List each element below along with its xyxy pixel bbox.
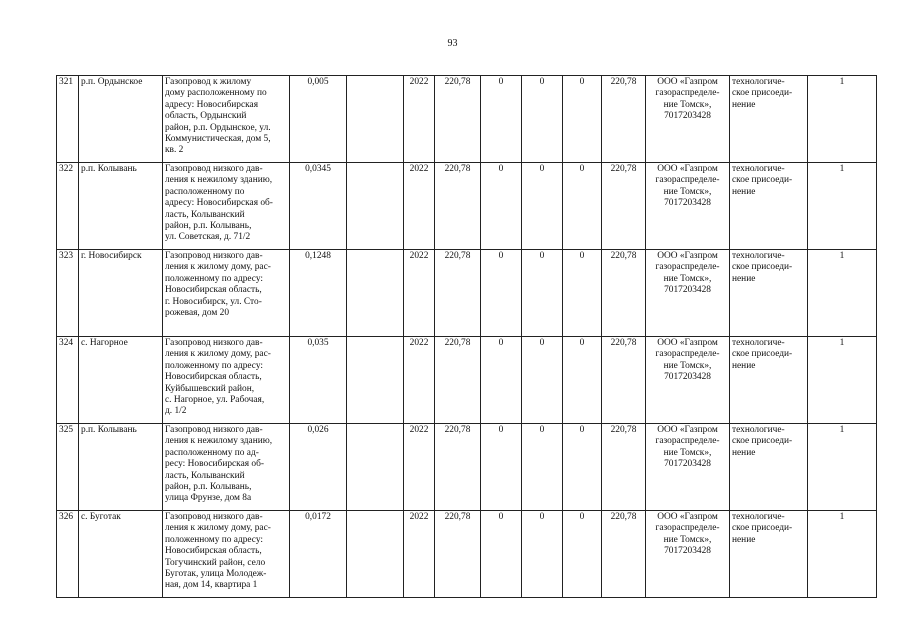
purpose-line: ское присоеди- [732,436,793,447]
empty-cell [347,76,404,163]
value-cell: 0 [522,163,563,250]
owner-line: ние Томск», [663,360,712,371]
row-number-cell: 323 [57,250,79,337]
page-number: 93 [447,38,458,49]
owner-line: 7017203428 [664,111,711,122]
description-line: ресу: Новосибирская об- [165,459,264,470]
description-line: Газопровод низкого дав- [165,164,263,174]
owner-line: газораспределе- [655,436,720,447]
purpose-cell [730,337,808,424]
description-line: Коммунистическая, дом 5, [165,134,271,145]
purpose-line: нение [732,447,756,458]
count-cell: 1 [808,76,877,163]
description-line: район, р.п. Колывань, [165,482,252,493]
year-cell: 2022 [404,511,435,598]
value-cell: 220,78 [602,424,646,511]
description-line: ления к нежилому зданию, [165,436,273,447]
table-body [57,76,877,598]
length-cell: 0,0172 [290,511,347,598]
length-cell: 0,0345 [290,163,347,250]
year-cell: 2022 [404,76,435,163]
year-cell: 2022 [404,163,435,250]
purpose-line: ское присоеди- [732,88,793,99]
value-cell: 220,78 [602,76,646,163]
register-table [56,75,877,598]
purpose-cell [730,76,808,163]
purpose-cell [730,163,808,250]
value-cell: 0 [563,424,602,511]
description-line: с. Нагорное, ул. Рабочая, [165,395,265,406]
locality-cell: г. Новосибирск [79,250,163,337]
description-line: расположенному по [165,186,245,197]
count-cell: 1 [808,511,877,598]
value-cell: 0 [563,337,602,424]
description-cell [163,337,290,424]
year-cell: 2022 [404,424,435,511]
value-cell: 0 [522,511,563,598]
purpose-line: технологиче- [732,512,785,522]
count-cell: 1 [808,163,877,250]
table-row [57,163,877,250]
value-cell: 0 [563,511,602,598]
value-cell: 220,78 [435,76,481,163]
row-number-cell: 324 [57,337,79,424]
count-cell: 1 [808,250,877,337]
value-cell: 220,78 [435,163,481,250]
owner-line: ние Томск», [663,447,712,458]
purpose-line: технологиче- [732,77,785,87]
owner-cell [646,163,730,250]
empty-cell [347,163,404,250]
description-line: Новосибирская область, [165,546,262,557]
description-line: Новосибирская область, [165,372,262,383]
description-line: район, р.п. Ордынское, ул. [165,122,271,133]
description-line: д. 1/2 [165,406,187,417]
owner-line: ООО «Газпром [657,77,718,87]
purpose-line: технологиче- [732,251,785,261]
owner-line: 7017203428 [664,285,711,296]
value-cell: 0 [481,424,522,511]
owner-cell [646,337,730,424]
description-line: положенному по адресу: [165,360,264,371]
value-cell: 0 [563,250,602,337]
description-line: ул. Советская, д. 71/2 [165,232,251,243]
year-cell: 2022 [404,337,435,424]
value-cell: 220,78 [435,337,481,424]
owner-cell [646,511,730,598]
purpose-cell [730,250,808,337]
length-cell: 0,026 [290,424,347,511]
purpose-line: ское присоеди- [732,262,793,273]
empty-cell [347,337,404,424]
description-line: Куйбышевский район, [165,383,255,394]
description-cell [163,511,290,598]
owner-line: газораспределе- [655,523,720,534]
description-line: Буготак, улица Молодеж- [165,569,267,580]
count-cell: 1 [808,337,877,424]
description-line: район, р.п. Колывань, [165,221,252,232]
length-cell: 0,035 [290,337,347,424]
description-line: ласть, Колыванский [165,209,245,220]
count-cell: 1 [808,424,877,511]
description-line: ления к жилому дому, рас- [165,523,271,534]
description-line: Новосибирская область, [165,285,262,296]
owner-cell [646,76,730,163]
length-cell: 0,005 [290,76,347,163]
description-line: ласть, Колыванский [165,470,245,481]
owner-cell [646,250,730,337]
description-line: расположенному по ад- [165,447,259,458]
value-cell: 0 [481,76,522,163]
value-cell: 0 [522,337,563,424]
purpose-line: нение [732,99,756,110]
description-line: Тогучинский район, село [165,557,266,568]
row-number-cell: 325 [57,424,79,511]
owner-line: ООО «Газпром [657,425,718,435]
value-cell: 0 [481,163,522,250]
purpose-cell [730,424,808,511]
description-line: положенному по адресу: [165,534,264,545]
owner-line: ООО «Газпром [657,338,718,348]
table-row [57,250,877,337]
purpose-line: нение [732,360,756,371]
description-line: положенному по адресу: [165,273,264,284]
value-cell: 0 [522,424,563,511]
owner-line: газораспределе- [655,349,720,360]
owner-line: ООО «Газпром [657,512,718,522]
description-line: Газопровод к жилому [165,77,252,87]
value-cell: 0 [481,337,522,424]
description-cell [163,250,290,337]
owner-line: ООО «Газпром [657,251,718,261]
purpose-line: технологиче- [732,338,785,348]
description-line: ления к жилому дому, рас- [165,262,271,273]
description-line: область, Ордынский [165,111,247,122]
year-cell: 2022 [404,250,435,337]
locality-cell: р.п. Колывань [79,424,163,511]
owner-line: ООО «Газпром [657,164,718,174]
owner-line: газораспределе- [655,175,720,186]
description-line: рожевая, дом 20 [165,308,230,319]
purpose-line: нение [732,273,756,284]
row-number-cell: 326 [57,511,79,598]
purpose-line: ское присоеди- [732,175,793,186]
locality-cell: р.п. Колывань [79,163,163,250]
owner-line: 7017203428 [664,372,711,383]
value-cell: 220,78 [435,250,481,337]
value-cell: 220,78 [435,424,481,511]
description-line: адресу: Новосибирская [165,99,259,110]
purpose-line: технологиче- [732,425,785,435]
owner-line: 7017203428 [664,546,711,557]
table-row [57,424,877,511]
description-line: ления к нежилому зданию, [165,175,273,186]
owner-line: ние Томск», [663,99,712,110]
description-line: Газопровод низкого дав- [165,425,263,435]
owner-line: ние Томск», [663,186,712,197]
owner-line: 7017203428 [664,459,711,470]
value-cell: 0 [522,250,563,337]
purpose-cell [730,511,808,598]
description-cell [163,76,290,163]
purpose-line: ское присоеди- [732,349,793,360]
value-cell: 0 [563,76,602,163]
purpose-line: нение [732,186,756,197]
value-cell: 220,78 [602,250,646,337]
description-line: кв. 2 [165,145,184,156]
locality-cell: р.п. Ордынское [79,76,163,163]
row-number-cell: 321 [57,76,79,163]
row-number-cell: 322 [57,163,79,250]
description-line: адресу: Новосибирская об- [165,198,273,209]
owner-line: ние Томск», [663,273,712,284]
empty-cell [347,250,404,337]
value-cell: 220,78 [602,511,646,598]
value-cell: 0 [481,511,522,598]
length-cell: 0,1248 [290,250,347,337]
locality-cell: с. Буготак [79,511,163,598]
locality-cell: с. Нагорное [79,337,163,424]
description-line: дому расположенному по [165,88,267,99]
owner-line: газораспределе- [655,88,720,99]
description-line: ная, дом 14, квартира 1 [165,580,258,591]
value-cell: 220,78 [602,337,646,424]
value-cell: 220,78 [602,163,646,250]
purpose-line: нение [732,534,756,545]
table-row [57,76,877,163]
value-cell: 0 [522,76,563,163]
value-cell: 0 [563,163,602,250]
description-line: г. Новосибирск, ул. Сто- [165,296,262,307]
table-row [57,511,877,598]
description-line: Газопровод низкого дав- [165,512,263,522]
empty-cell [347,424,404,511]
description-line: улица Фрунзе, дом 8а [165,493,252,504]
empty-cell [347,511,404,598]
purpose-line: технологиче- [732,164,785,174]
description-cell [163,163,290,250]
description-line: Газопровод низкого дав- [165,338,263,348]
value-cell: 220,78 [435,511,481,598]
description-cell [163,424,290,511]
owner-cell [646,424,730,511]
owner-line: 7017203428 [664,198,711,209]
purpose-line: ское присоеди- [732,523,793,534]
description-line: Газопровод низкого дав- [165,251,263,261]
owner-line: ние Томск», [663,534,712,545]
description-line: ления к жилому дому, рас- [165,349,271,360]
value-cell: 0 [481,250,522,337]
owner-line: газораспределе- [655,262,720,273]
table-row [57,337,877,424]
